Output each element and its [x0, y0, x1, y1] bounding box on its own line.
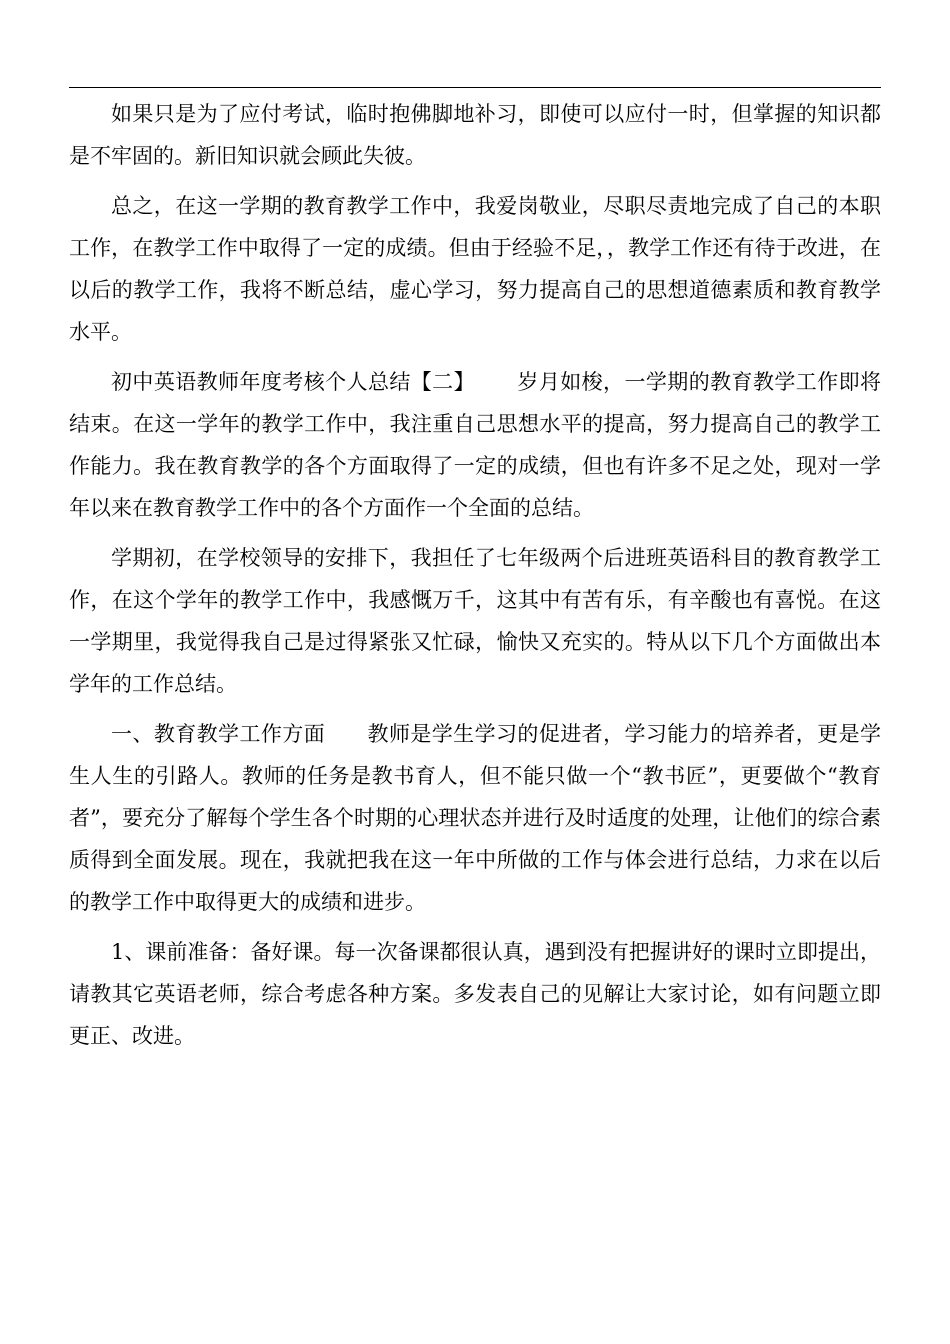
paragraph — [69, 931, 881, 1057]
paragraph-text: 岁月如梭，一学期的教育教学工作即将结束。在这一学年的教学工作中，我注重自己思想水平的提高，努力提高自己的教学工作能力。我在教育教学的各个方面取得了一定的成绩，但也有许多不足之处，现对一学年以来在教育教学工作中的各个方面作一个全面的总结。 — [69, 370, 881, 520]
document-body — [69, 93, 881, 1065]
paragraph — [69, 93, 881, 177]
paragraph — [69, 361, 881, 529]
header-rule — [69, 87, 881, 88]
paragraph — [69, 185, 881, 353]
paragraph-text: 教师是学生学习的促进者，学习能力的培养者，更是学生人生的引路人。教师的任务是教书育人，但不能只做一个“教书匠”，更要做个“教育者”，要充分了解每个学生各个时期的心理状态并进行及时适度的处理，让他们的综合素质得到全面发展。现在，我就把我在这一年中所做的工作与体会进行总结，力求在以后的教学工作中取得更大的成绩和进步。 — [69, 722, 882, 914]
section-heading: 初中英语教师年度考核个人总结【二】 — [111, 370, 475, 394]
paragraph — [69, 537, 881, 705]
section-heading: 一、教育教学工作方面 — [111, 722, 326, 746]
paragraph-text: 总之，在这一学期的教育教学工作中，我爱岗敬业，尽职尽责地完成了自己的本职工作，在教学工作中取得了一定的成绩。但由于经验不足，，教学工作还有待于改进，在以后的教学工作，我将不断总结，虚心学习，努力提高自己的思想道德素质和教育教学水平。 — [69, 194, 881, 344]
paragraph-text: 学期初，在学校领导的安排下，我担任了七年级两个后进班英语科目的教育教学工作，在这个学年的教学工作中，我感慨万千，这其中有苦有乐，有辛酸也有喜悦。在这一学期里，我觉得我自己是过得紧张又忙碌，愉快又充实的。特从以下几个方面做出本学年的工作总结。 — [69, 546, 881, 696]
paragraph-text: 1、课前准备：备好课。每一次备课都很认真，遇到没有把握讲好的课时立即提出，请教其它英语老师，综合考虑各种方案。多发表自己的见解让大家讨论，如有问题立即更正、改进。 — [69, 940, 881, 1048]
paragraph-text: 如果只是为了应付考试，临时抱佛脚地补习，即使可以应付一时，但掌握的知识都是不牢固的。新旧知识就会顾此失彼。 — [69, 102, 881, 168]
paragraph — [69, 713, 881, 923]
